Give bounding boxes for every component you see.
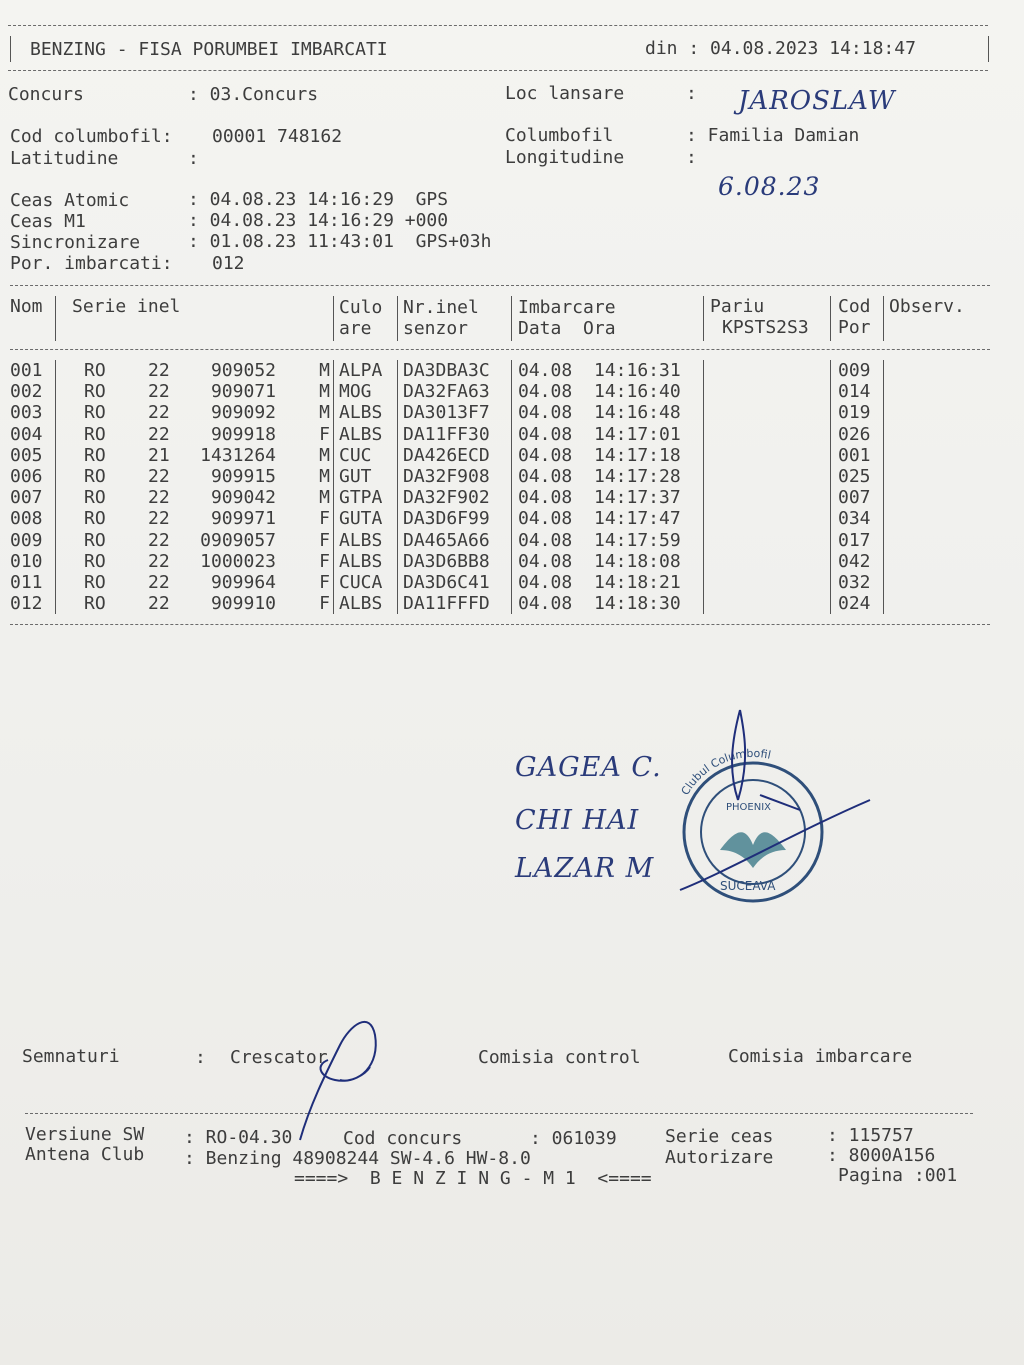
header-cod: Cod <box>838 296 871 317</box>
column-separator <box>883 296 884 341</box>
stamp-top-text: Clubul Columbofil <box>678 746 773 798</box>
antena-label: Antena Club <box>25 1144 145 1165</box>
cell-an: 22 <box>148 572 170 593</box>
column-separator <box>55 360 56 614</box>
cell-senzor: DA3D6C41 <box>403 572 490 593</box>
table-top-rule <box>10 285 990 286</box>
cell-nr: 909910 <box>210 593 276 615</box>
loc-lansare-sep: : <box>686 83 697 104</box>
cell-nom: 001 <box>10 360 43 381</box>
cell-data: 04.08 <box>518 360 573 381</box>
ceas-m1-value: : 04.08.23 14:16:29 +000 <box>188 210 449 231</box>
columbofil-value: : Familia Damian <box>686 125 860 146</box>
cell-culoare: ALBS <box>339 593 383 615</box>
cell-ora: 14:17:59 <box>594 529 681 551</box>
cell-nr: 909071 <box>210 381 276 403</box>
antena-value: : Benzing 48908244 SW-4.6 HW-8.0 <box>184 1148 531 1169</box>
column-separator <box>830 360 831 614</box>
cell-data: 04.08 <box>518 381 573 403</box>
semnaturi-sep: : <box>195 1047 206 1068</box>
cell-senzor: DA3D6F99 <box>403 508 490 530</box>
stamp-middle-text: PHOENIX <box>726 802 772 813</box>
cell-cod: 026 <box>838 423 871 445</box>
crescator-label: Crescator <box>230 1047 328 1068</box>
header-pariu: Pariu <box>710 296 765 317</box>
column-separator <box>883 360 884 614</box>
cell-sex: M <box>319 466 330 487</box>
cell-sex: F <box>319 508 330 530</box>
cell-cod: 042 <box>838 550 871 572</box>
cell-ora: 14:17:28 <box>594 466 681 487</box>
cell-culoare: MOG <box>339 381 372 403</box>
club-stamp <box>640 700 880 920</box>
cell-culoare: GUT <box>339 466 372 487</box>
cell-data: 04.08 <box>518 423 573 445</box>
porumbei-imbarcati-label: Por. imbarcati: <box>10 253 173 274</box>
cell-nr: 909052 <box>210 360 276 381</box>
cell-an: 22 <box>148 508 170 530</box>
cell-nom: 003 <box>10 402 43 424</box>
cell-sex: F <box>319 593 330 615</box>
cell-nom: 004 <box>10 423 43 445</box>
cell-nom: 008 <box>10 508 43 530</box>
cell-cod: 032 <box>838 572 871 593</box>
cell-culoare: ALBS <box>339 423 383 445</box>
crescator-signature <box>280 1005 390 1145</box>
cell-tara: RO <box>84 466 106 487</box>
autorizare-value: : 8000A156 <box>827 1145 936 1166</box>
cell-cod: 014 <box>838 381 871 403</box>
cell-cod: 025 <box>838 466 871 487</box>
concurs-value: : 03.Concurs <box>188 84 319 105</box>
phoenix-emblem <box>720 832 786 868</box>
ceas-atomic-label: Ceas Atomic <box>10 190 130 211</box>
header-culoare-1: Culo <box>339 297 383 318</box>
header-bottom-rule <box>8 70 988 71</box>
cell-data: 04.08 <box>518 402 573 424</box>
handwritten-date: 6.08.23 <box>718 172 821 201</box>
column-separator <box>397 360 398 614</box>
cell-senzor: DA3D6BB8 <box>403 550 490 572</box>
header-right-bar <box>988 36 989 62</box>
cell-ora: 14:17:01 <box>594 423 681 445</box>
report-date: din : 04.08.2023 14:18:47 <box>645 38 916 59</box>
cell-senzor: DA3013F7 <box>403 402 490 424</box>
benzing-banner: ====> B E N Z I N G - M 1 <==== <box>294 1168 652 1189</box>
latitudine-label: Latitudine <box>10 148 119 169</box>
cell-senzor: DA32F902 <box>403 487 490 509</box>
column-separator <box>703 296 704 341</box>
cell-senzor: DA426ECD <box>403 444 490 466</box>
column-separator <box>703 360 704 614</box>
cell-sex: F <box>319 572 330 593</box>
cell-senzor: DA11FF30 <box>403 423 490 445</box>
cell-culoare: GTPA <box>339 487 383 509</box>
cell-tara: RO <box>84 508 106 530</box>
cell-an: 22 <box>148 487 170 509</box>
cell-culoare: ALBS <box>339 550 383 572</box>
column-separator <box>55 296 56 341</box>
cell-nom: 006 <box>10 466 43 487</box>
cell-nr: 909092 <box>210 402 276 424</box>
cell-sex: F <box>319 423 330 445</box>
cell-cod: 034 <box>838 508 871 530</box>
column-separator <box>511 296 512 341</box>
comisia-control-label: Comisia control <box>478 1047 641 1068</box>
cell-cod: 019 <box>838 402 871 424</box>
cell-senzor: DA11FFFD <box>403 593 490 615</box>
autorizare-label: Autorizare <box>665 1147 774 1168</box>
cell-data: 04.08 <box>518 550 573 572</box>
header-senzor: senzor <box>403 318 469 339</box>
cell-ora: 14:17:37 <box>594 487 681 509</box>
cell-nr: 909964 <box>210 572 276 593</box>
cell-sex: M <box>319 381 330 403</box>
cell-nom: 002 <box>10 381 43 403</box>
cell-nom: 005 <box>10 444 43 466</box>
header-kpsts: KPSTS2S3 <box>722 317 809 338</box>
cell-culoare: CUC <box>339 444 372 466</box>
cell-tara: RO <box>84 572 106 593</box>
ceas-m1-label: Ceas M1 <box>10 211 86 232</box>
handwritten-location: JAROSLAW <box>738 86 896 116</box>
cod-columbofil-label: Cod columbofil: <box>10 126 173 147</box>
cell-senzor: DA465A66 <box>403 529 490 551</box>
header-culoare-2: are <box>339 318 372 339</box>
cod-concurs-label: Cod concurs <box>343 1128 463 1149</box>
commission-name-3: LAZAR M <box>515 853 655 884</box>
cell-cod: 017 <box>838 529 871 551</box>
sincronizare-value: : 01.08.23 11:43:01 GPS+03h <box>188 231 492 252</box>
cell-sex: F <box>319 529 330 551</box>
cell-nr: 909971 <box>210 508 276 530</box>
cell-an: 21 <box>148 444 170 466</box>
cell-tara: RO <box>84 360 106 381</box>
semnaturi-label: Semnaturi <box>22 1046 120 1067</box>
cell-sex: M <box>319 402 330 424</box>
cell-data: 04.08 <box>518 572 573 593</box>
cell-an: 22 <box>148 423 170 445</box>
cell-an: 22 <box>148 381 170 403</box>
cell-ora: 14:17:18 <box>594 444 681 466</box>
cell-data: 04.08 <box>518 508 573 530</box>
cell-tara: RO <box>84 423 106 445</box>
cell-tara: RO <box>84 444 106 466</box>
cell-cod: 024 <box>838 593 871 615</box>
concurs-label: Concurs <box>8 84 84 105</box>
cell-nom: 007 <box>10 487 43 509</box>
porumbei-imbarcati-value: 012 <box>212 253 245 274</box>
cell-nr: 1000023 <box>200 550 276 572</box>
commission-name-1: GAGEA C. <box>515 752 662 783</box>
versiune-value: : RO-04.30 <box>184 1127 293 1148</box>
cell-an: 22 <box>148 593 170 615</box>
cell-ora: 14:16:48 <box>594 402 681 424</box>
longitudine-label: Longitudine <box>505 147 625 168</box>
header-serie-inel: Serie inel <box>72 296 181 317</box>
cell-culoare: GUTA <box>339 508 383 530</box>
cell-ora: 14:16:40 <box>594 381 681 403</box>
cell-an: 22 <box>148 529 170 551</box>
cell-nr: 909042 <box>210 487 276 509</box>
cell-data: 04.08 <box>518 487 573 509</box>
cell-tara: RO <box>84 402 106 424</box>
cell-nr: 909918 <box>210 423 276 445</box>
header-nom: Nom <box>10 296 43 317</box>
cell-senzor: DA32FA63 <box>403 381 490 403</box>
cell-cod: 001 <box>838 444 871 466</box>
latitudine-value: : <box>188 148 199 169</box>
cell-sex: M <box>319 444 330 466</box>
cell-sex: M <box>319 487 330 509</box>
cell-cod: 009 <box>838 360 871 381</box>
column-separator <box>511 360 512 614</box>
serie-ceas-label: Serie ceas <box>665 1126 774 1147</box>
cell-cod: 007 <box>838 487 871 509</box>
report-title: BENZING - FISA PORUMBEI IMBARCATI <box>30 39 388 60</box>
cell-nr: 0909057 <box>200 529 276 551</box>
header-data-ora: Data Ora <box>518 318 616 339</box>
comisia-imbarcare-label: Comisia imbarcare <box>728 1046 913 1067</box>
header-por: Por <box>838 317 871 338</box>
cell-culoare: ALBS <box>339 529 383 551</box>
table-bottom-rule <box>10 624 990 625</box>
cod-columbofil-value: 00001 748162 <box>212 126 343 147</box>
cell-nr: 909915 <box>210 466 276 487</box>
table-header-rule <box>10 349 990 350</box>
footer-rule <box>25 1113 973 1114</box>
cell-tara: RO <box>84 487 106 509</box>
cell-culoare: CUCA <box>339 572 383 593</box>
cell-ora: 14:18:08 <box>594 550 681 572</box>
stamp-bottom-text: SUCEAVA <box>720 879 776 893</box>
column-separator <box>333 296 334 341</box>
page-number: Pagina :001 <box>838 1165 958 1186</box>
column-separator <box>397 296 398 341</box>
columbofil-label: Columbofil <box>505 125 614 146</box>
longitudine-value: : <box>686 147 697 168</box>
cell-an: 22 <box>148 550 170 572</box>
cell-tara: RO <box>84 529 106 551</box>
cell-nom: 010 <box>10 550 43 572</box>
cell-an: 22 <box>148 360 170 381</box>
cell-nom: 012 <box>10 593 43 615</box>
column-separator <box>830 296 831 341</box>
cell-senzor: DA32F908 <box>403 466 490 487</box>
versiune-label: Versiune SW <box>25 1124 145 1145</box>
cell-sex: M <box>319 360 330 381</box>
cell-senzor: DA3DBA3C <box>403 360 490 381</box>
header-imbarcare: Imbarcare <box>518 297 616 318</box>
cell-nom: 009 <box>10 529 43 551</box>
header-observ: Observ. <box>889 296 965 317</box>
cell-tara: RO <box>84 381 106 403</box>
cell-data: 04.08 <box>518 593 573 615</box>
commission-name-2: CHI HAI <box>515 805 640 836</box>
cell-nom: 011 <box>10 572 43 593</box>
cell-ora: 14:18:30 <box>594 593 681 615</box>
ceas-atomic-value: : 04.08.23 14:16:29 GPS <box>188 189 449 210</box>
cell-data: 04.08 <box>518 444 573 466</box>
cell-culoare: ALPA <box>339 360 383 381</box>
cod-concurs-value: : 061039 <box>530 1128 617 1149</box>
cell-an: 22 <box>148 402 170 424</box>
header-left-bar <box>10 36 11 62</box>
cell-data: 04.08 <box>518 529 573 551</box>
serie-ceas-value: : 115757 <box>827 1125 914 1146</box>
cell-tara: RO <box>84 550 106 572</box>
cell-ora: 14:16:31 <box>594 360 681 381</box>
cell-sex: F <box>319 550 330 572</box>
cell-nr: 1431264 <box>200 444 276 466</box>
stamp-signature-strokes <box>680 710 870 890</box>
header-top-rule <box>8 25 988 26</box>
loc-lansare-label: Loc lansare <box>505 83 625 104</box>
cell-an: 22 <box>148 466 170 487</box>
sincronizare-label: Sincronizare <box>10 232 141 253</box>
cell-ora: 14:17:47 <box>594 508 681 530</box>
cell-tara: RO <box>84 593 106 615</box>
cell-culoare: ALBS <box>339 402 383 424</box>
column-separator <box>333 360 334 614</box>
stamp-inner-ring <box>701 780 805 884</box>
header-nr-inel: Nr.inel <box>403 297 479 318</box>
cell-ora: 14:18:21 <box>594 572 681 593</box>
cell-data: 04.08 <box>518 466 573 487</box>
